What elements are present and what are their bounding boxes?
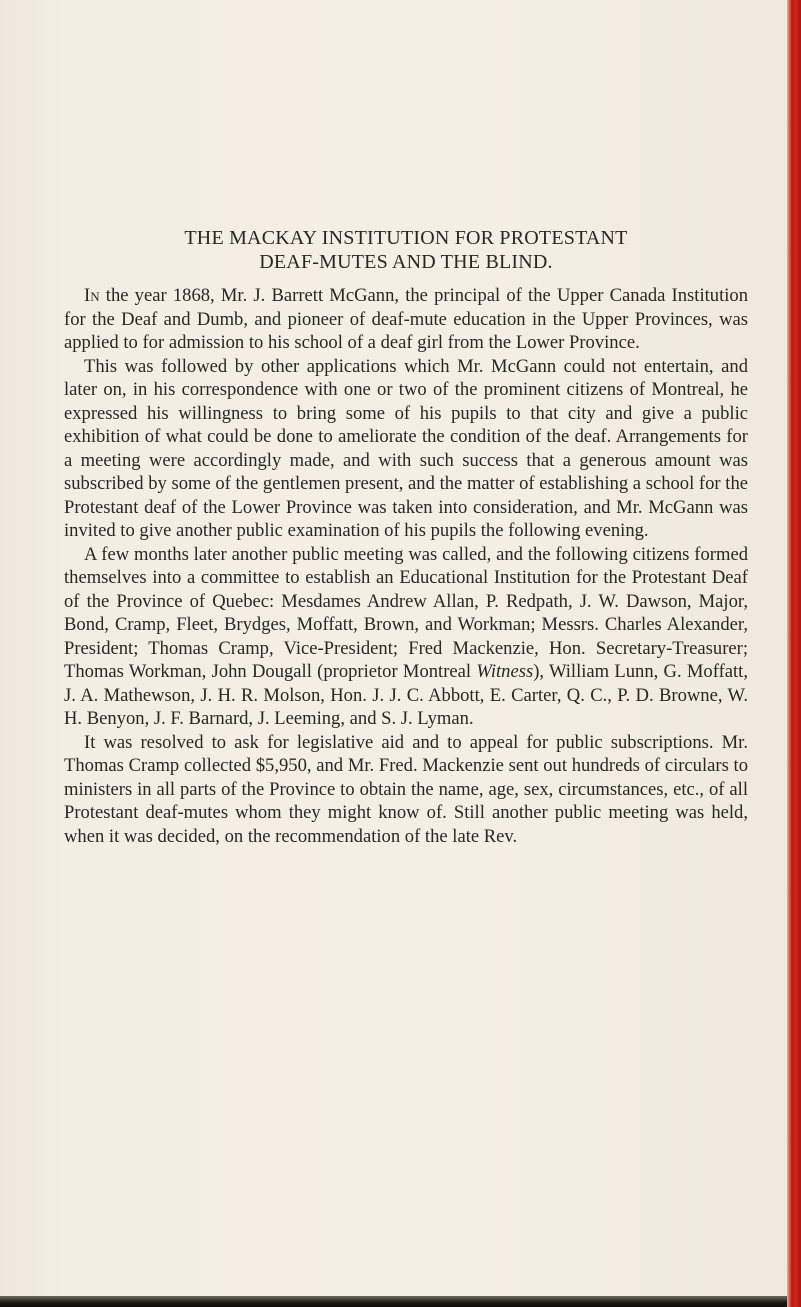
document-body <box>64 226 748 848</box>
paragraph-3-text-b: ), William Lunn, G. Moffatt, J. A. Mathewson, J. H. R. Molson, Hon. J. J. C. Abbott, E. Carter, Q. C., P. D. Browne, W. H. Benyon, J. F. Barnard, J. Leeming, and S. J. Lyman. <box>64 661 748 729</box>
title-line-2: DEAF-MUTES AND THE BLIND. <box>259 251 553 273</box>
paragraph-1-text: the year 1868, Mr. J. Barrett McGann, the principal of the Upper Canada Institution for the Deaf and Dumb, and pioneer of deaf-mute education in the Upper Provinces, was applied to for admission to his school of a deaf girl from the Lower Province. <box>64 285 748 353</box>
paragraph-2: This was followed by other applications which Mr. McGann could not entertain, and later on, in his correspondence with one or two of the prominent citizens of Montreal, he expressed his willingness to bring some of his pupils to that city and give a public exhibition of what could be done to ameliorate the condition of the deaf. Arrangements for a meeting were accordingly made, and with such success that a generous amount was subscribed by some of the gentlemen present, and the matter of establishing a school for the Protestant deaf of the Lower Province was taken into consideration, and Mr. McGann was invited to give another public examination of his pupils the following evening. <box>64 355 748 541</box>
paragraph-3-text-a: A few months later another public meeting was called, and the following citizens formed themselves into a committee to establish an Educational Institution for the Protestant Deaf of the Province of Quebec: Mesdames Andrew Allan, P. Redpath, J. W. Dawson, Major, Bond, Cramp, Fleet, Brydges, Moffatt, Brown, and Workman; Messrs. Charles Alexander, President; Thomas Cramp, Vice-President; Fred Mackenzie, Hon. Secretary-Treasurer; Thomas Workman, John Dougall (proprietor Montreal <box>64 543 748 682</box>
paragraph-1-opening: In <box>84 285 100 306</box>
page-title <box>64 226 748 274</box>
bottom-edge-shadow <box>0 1296 787 1307</box>
paragraph-3-italic: Witness <box>476 661 534 682</box>
paragraph-3 <box>64 543 748 731</box>
title-line-1: THE MACKAY INSTITUTION FOR PROTESTANT <box>184 227 628 249</box>
paragraph-4: It was resolved to ask for legislative aid and to appeal for public subscriptions. Mr. Thomas Cramp collected $5,950, and Mr. Fred. Mackenzie sent out hundreds of circulars to ministers in all parts of the Province to obtain the name, age, sex, circumstances, etc., of all Protestant deaf-mutes whom they might know of. Still another public meeting was held, when it was decided, on the recommendation of the late Rev. <box>64 731 748 847</box>
binding-edge <box>787 0 801 1307</box>
paragraph-1 <box>64 284 748 355</box>
